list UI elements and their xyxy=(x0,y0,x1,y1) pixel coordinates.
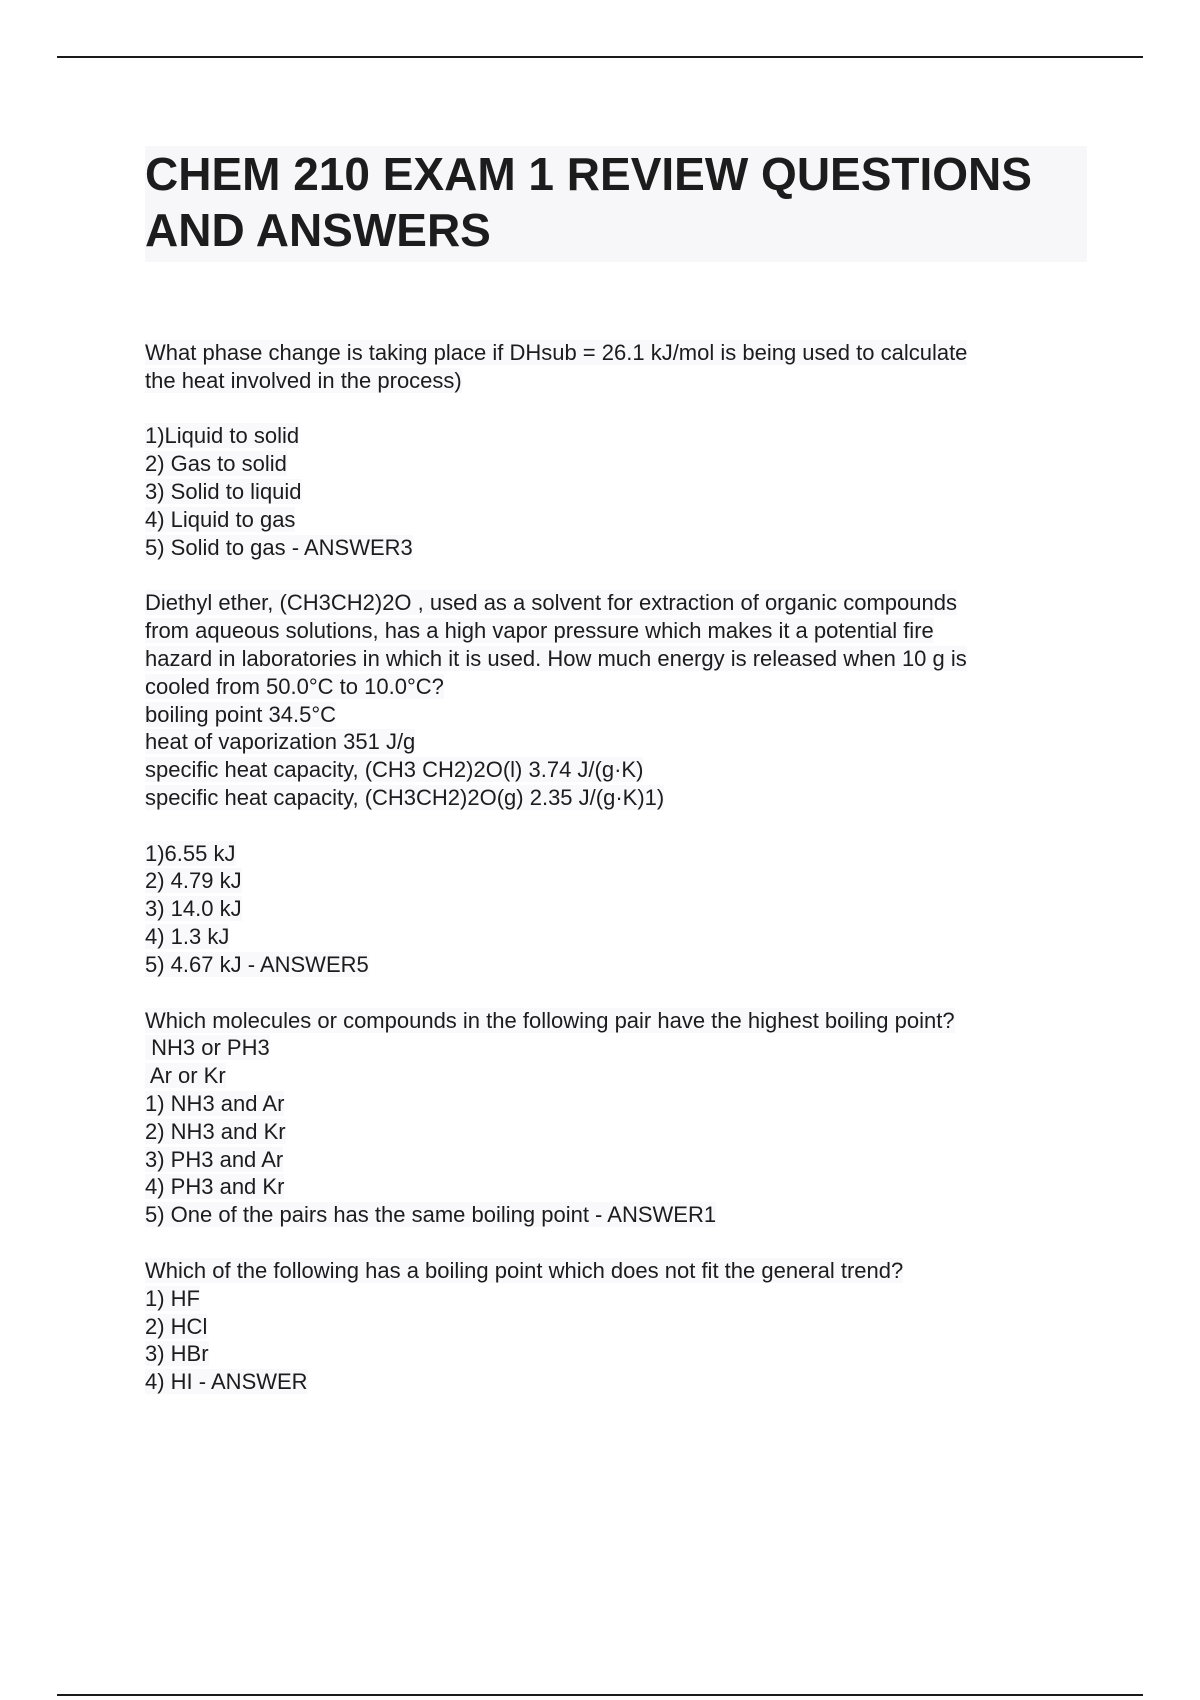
question-2 xyxy=(145,589,1075,978)
stem-line: specific heat capacity, (CH3CH2)2O(g) 2.35 J/(g·K)1) xyxy=(145,784,665,810)
stem-line: boiling point 34.5°C xyxy=(145,701,337,727)
stem-line: 1) NH3 and Ar xyxy=(145,1090,285,1116)
stem-line: from aqueous solutions, has a high vapor pressure which makes it a potential fire xyxy=(145,618,934,644)
answer-options xyxy=(145,422,1075,561)
question-3 xyxy=(145,1007,1075,1229)
document-body xyxy=(145,339,1075,1424)
stem-line: 1) HF xyxy=(145,1285,200,1311)
stem-line: Ar or Kr xyxy=(145,1063,226,1089)
footer-rule xyxy=(57,1694,1143,1696)
option-line: 4) Liquid to gas xyxy=(145,506,296,532)
stem-line: 4) PH3 and Kr xyxy=(145,1174,285,1200)
stem-line: hazard in laboratories in which it is used. How much energy is released when 10 g is xyxy=(145,645,967,671)
stem-line: Which molecules or compounds in the following pair have the highest boiling point? xyxy=(145,1007,955,1033)
page-title: CHEM 210 EXAM 1 REVIEW QUESTIONS AND ANSWERS xyxy=(145,148,1032,256)
stem-line: Which of the following has a boiling point which does not fit the general trend? xyxy=(145,1257,904,1283)
header-rule xyxy=(57,56,1143,58)
stem-line: specific heat capacity, (CH3 CH2)2O(l) 3.74 J/(g·K) xyxy=(145,757,644,783)
title-block xyxy=(145,146,1087,262)
question-stem xyxy=(145,1007,1075,1229)
question-stem xyxy=(145,1257,1075,1396)
stem-line: 3) HBr xyxy=(145,1341,209,1367)
option-line: 2) 4.79 kJ xyxy=(145,868,242,894)
stem-line: the heat involved in the process) xyxy=(145,367,462,393)
option-line: 4) 1.3 kJ xyxy=(145,923,230,949)
option-line: 1)Liquid to solid xyxy=(145,423,300,449)
option-line: 5) Solid to gas - ANSWER3 xyxy=(145,534,413,560)
stem-line: 4) HI - ANSWER xyxy=(145,1369,308,1395)
question-stem xyxy=(145,589,1075,811)
stem-line: 5) One of the pairs has the same boiling point - ANSWER1 xyxy=(145,1202,717,1228)
option-line: 3) 14.0 kJ xyxy=(145,896,242,922)
stem-line: Diethyl ether, (CH3CH2)2O , used as a solvent for extraction of organic compounds xyxy=(145,590,957,616)
question-1 xyxy=(145,339,1075,561)
answer-options xyxy=(145,840,1075,979)
option-line: 1)6.55 kJ xyxy=(145,840,236,866)
stem-line: What phase change is taking place if DHsub = 26.1 kJ/mol is being used to calculate xyxy=(145,340,968,365)
stem-line: 2) NH3 and Kr xyxy=(145,1118,286,1144)
option-line: 5) 4.67 kJ - ANSWER5 xyxy=(145,951,369,977)
option-line: 2) Gas to solid xyxy=(145,451,287,477)
stem-line: 3) PH3 and Ar xyxy=(145,1146,284,1172)
stem-line: 2) HCl xyxy=(145,1313,208,1339)
stem-line: cooled from 50.0°C to 10.0°C? xyxy=(145,673,444,699)
question-4 xyxy=(145,1257,1075,1396)
question-stem xyxy=(145,339,1075,395)
option-line: 3) Solid to liquid xyxy=(145,478,302,504)
stem-line: NH3 or PH3 xyxy=(145,1035,270,1061)
stem-line: heat of vaporization 351 J/g xyxy=(145,729,416,755)
